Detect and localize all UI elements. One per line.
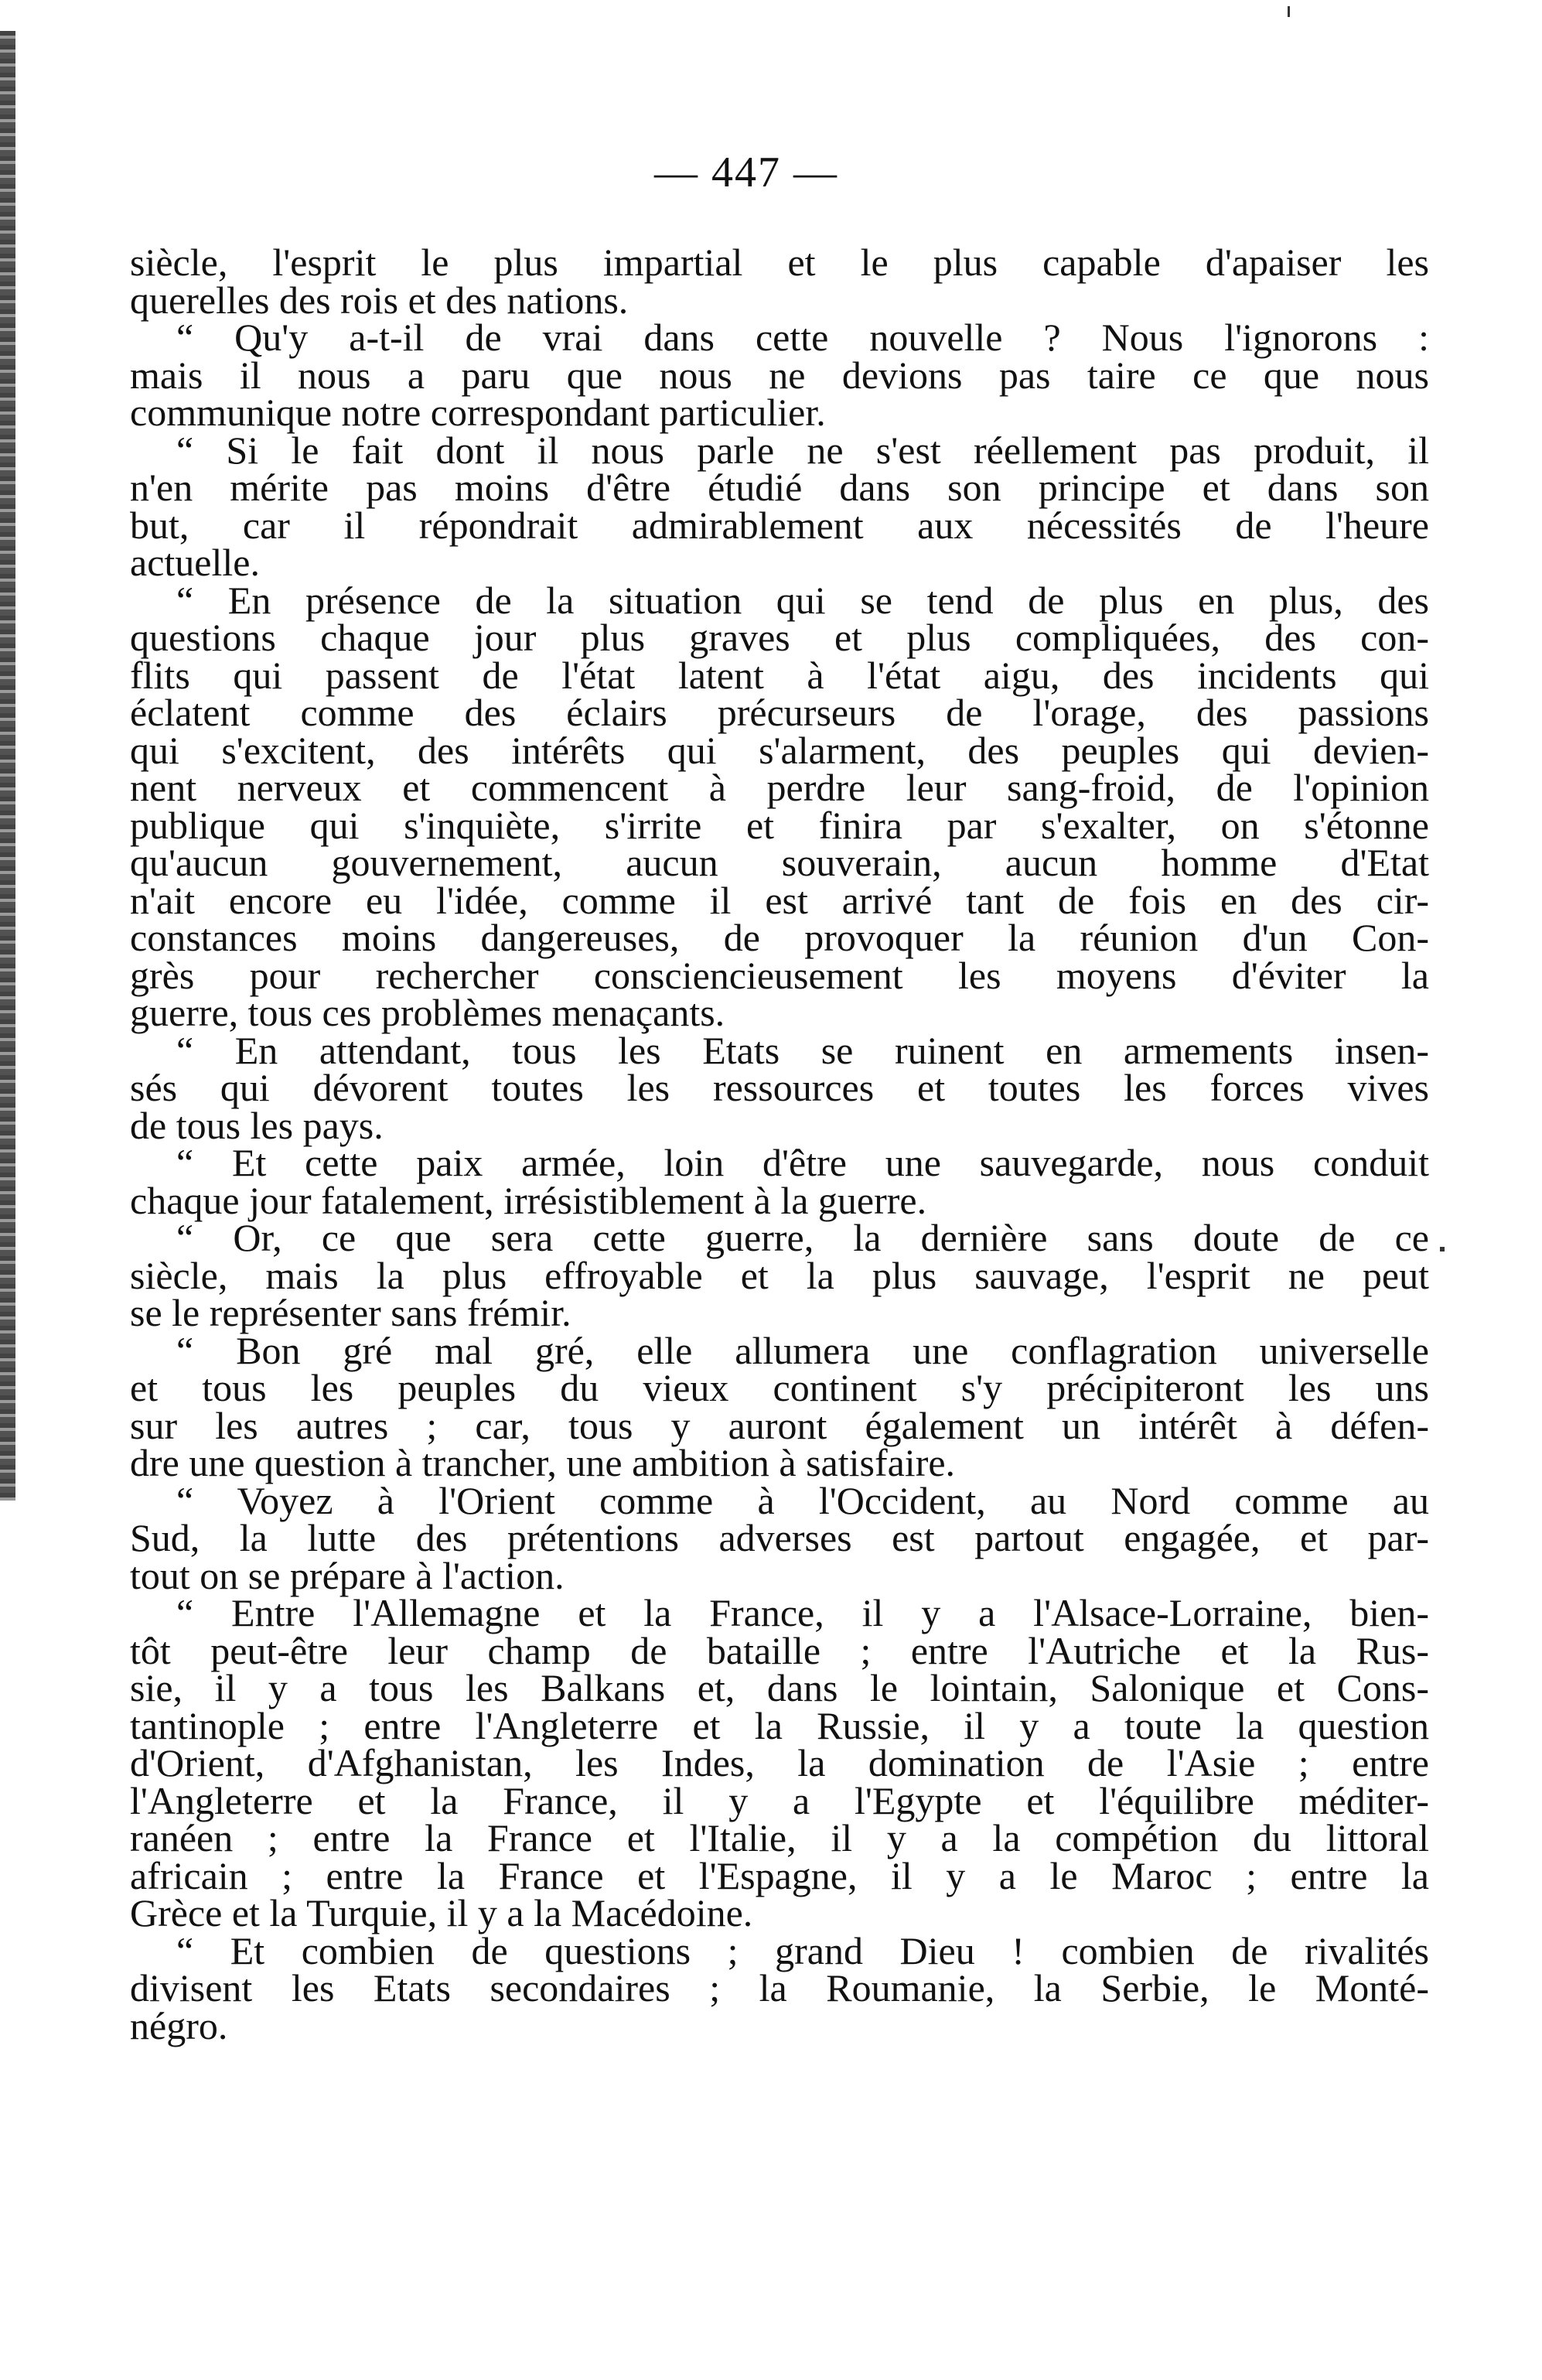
text-line: d'Orient, d'Afghanistan, les Indes, la domination de l'Asie ; entre xyxy=(130,1741,1429,1784)
text-line: sie, il y a tous les Balkans et, dans le lointain, Salonique et Cons- xyxy=(130,1666,1429,1709)
page-number: — 447 — xyxy=(654,149,838,196)
text-line: ranéen ; entre la France et l'Italie, il y a la compétion du littoral xyxy=(130,1816,1429,1859)
text-line: sés qui dévorent toutes les ressources et toutes les forces vives xyxy=(130,1066,1429,1109)
text-line: siècle, mais la plus effroyable et la plus sauvage, l'esprit ne peut xyxy=(130,1253,1429,1297)
text-line: grès pour rechercher consciencieusement les moyens d'éviter la xyxy=(130,953,1429,997)
text-line: “ En présence de la situation qui se tend de plus en plus, des xyxy=(176,578,1429,622)
text-line: questions chaque jour plus graves et plus compliquées, des con- xyxy=(130,616,1429,659)
text-line: l'Angleterre et la France, il y a l'Egypte et l'équilibre méditer- xyxy=(130,1778,1429,1822)
text-line: dre une question à trancher, une ambition à satisfaire. xyxy=(130,1441,956,1484)
text-line: sur les autres ; car, tous y auront également un intérêt à défen- xyxy=(130,1403,1429,1447)
text-line: tantinople ; entre l'Angleterre et la Russie, il y a toute la question xyxy=(130,1703,1429,1747)
text-line: siècle, l'esprit le plus impartial et le plus capable d'apaiser les xyxy=(130,241,1429,284)
text-line: Sud, la lutte des prétentions adverses est partout engagée, et par- xyxy=(130,1516,1429,1559)
scan-speck xyxy=(1440,1247,1445,1251)
text-line: “ Bon gré mal gré, elle allumera une conflagration universelle xyxy=(176,1328,1429,1372)
text-line: se le représenter sans frémir. xyxy=(130,1291,571,1334)
text-line: “ Entre l'Allemagne et la France, il y a l'Alsace-Lorraine, bien- xyxy=(176,1591,1429,1634)
text-line: qu'aucun gouvernement, aucun souverain, aucun homme d'Etat xyxy=(130,841,1429,884)
text-line: éclatent comme des éclairs précurseurs de l'orage, des passions xyxy=(130,691,1429,734)
text-line: “ Si le fait dont il nous parle ne s'est réellement pas produit, il xyxy=(176,428,1429,472)
text-line: actuelle. xyxy=(130,541,260,584)
text-line: divisent les Etats secondaires ; la Roumanie, la Serbie, le Monté- xyxy=(130,1966,1429,2010)
text-line: guerre, tous ces problèmes menaçants. xyxy=(130,991,725,1034)
body-text xyxy=(130,241,1429,2047)
text-line: négro. xyxy=(130,2003,228,2047)
text-line: “ Qu'y a-t-il de vrai dans cette nouvelle ? Nous l'ignorons : xyxy=(176,316,1429,359)
text-line: chaque jour fatalement, irrésistiblement à la guerre. xyxy=(130,1178,927,1222)
text-line: tôt peut-être leur champ de bataille ; entre l'Autriche et la Rus- xyxy=(130,1628,1429,1672)
text-line: “ Voyez à l'Orient comme à l'Occident, au Nord comme au xyxy=(176,1478,1429,1522)
text-line: “ Or, ce que sera cette guerre, la dernière sans doute de ce xyxy=(176,1216,1429,1259)
scan-speck xyxy=(1288,6,1290,17)
text-line: flits qui passent de l'état latent à l'état aigu, des incidents qui xyxy=(130,653,1429,697)
text-line: Grèce et la Turquie, il y a la Macédoine. xyxy=(130,1891,753,1934)
binding-edge xyxy=(0,31,15,1501)
text-line: n'ait encore eu l'idée, comme il est arrivé tant de fois en des cir- xyxy=(130,878,1429,922)
text-line: africain ; entre la France et l'Espagne, il y a le Maroc ; entre la xyxy=(130,1853,1429,1897)
text-line: n'en mérite pas moins d'être étudié dans son principe et dans son xyxy=(130,466,1429,509)
text-line: tout on se prépare à l'action. xyxy=(130,1553,565,1597)
text-line: constances moins dangereuses, de provoquer la réunion d'un Con- xyxy=(130,916,1429,959)
text-line: nent nerveux et commencent à perdre leur sang-froid, de l'opinion xyxy=(130,766,1429,809)
text-line: mais il nous a paru que nous ne devions pas taire ce que nous xyxy=(130,353,1429,397)
text-line: publique qui s'inquiète, s'irrite et finira par s'exalter, on s'étonne xyxy=(130,803,1429,847)
text-line: de tous les pays. xyxy=(130,1103,384,1147)
text-line: but, car il répondrait admirablement aux nécessités de l'heure xyxy=(130,503,1429,547)
text-line: “ En attendant, tous les Etats se ruinent en armements insen- xyxy=(176,1028,1429,1072)
text-line: et tous les peuples du vieux continent s'y précipiteront les uns xyxy=(130,1366,1429,1409)
text-line: qui s'excitent, des intérêts qui s'alarment, des peuples qui devien- xyxy=(130,728,1429,772)
text-line: querelles des rois et des nations. xyxy=(130,278,629,322)
text-line: “ Et cette paix armée, loin d'être une sauvegarde, nous conduit xyxy=(176,1141,1429,1184)
text-line: “ Et combien de questions ; grand Dieu ! combien de rivalités xyxy=(176,1928,1429,1972)
text-line: communique notre correspondant particulier. xyxy=(130,391,826,434)
